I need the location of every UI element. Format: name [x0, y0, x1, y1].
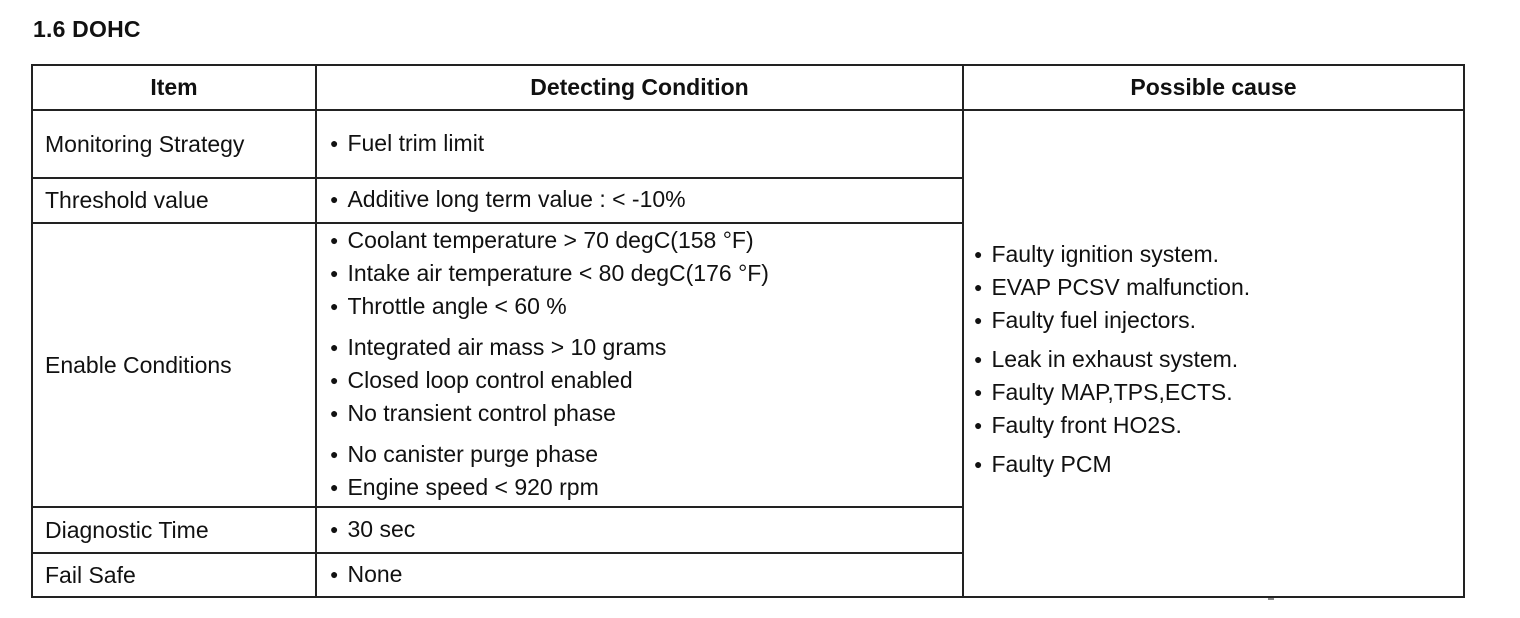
cause-bullet: ● Leak in exhaust system.: [974, 344, 1463, 377]
item-cell: Diagnostic Time: [32, 507, 316, 553]
scan-speck: [1268, 598, 1274, 600]
header-detecting-condition: Detecting Condition: [316, 65, 963, 110]
condition-bullet: ● Fuel trim limit: [330, 128, 962, 161]
condition-bullet: ● Integrated air mass > 10 grams: [330, 332, 962, 365]
condition-bullet: ● Engine speed < 920 rpm: [330, 472, 962, 505]
cause-bullet: ● Faulty PCM: [974, 449, 1463, 482]
condition-bullet: ● Throttle angle < 60 %: [330, 291, 962, 324]
condition-cell: [316, 553, 963, 597]
condition-bullet: ● 30 sec: [330, 514, 962, 547]
cause-bullet: ● Faulty front HO2S.: [974, 410, 1463, 443]
item-cell: Fail Safe: [32, 553, 316, 597]
condition-cell: [316, 178, 963, 223]
dtc-spec-table: [31, 64, 1465, 598]
item-cell: Monitoring Strategy: [32, 110, 316, 178]
possible-cause-cell: [963, 110, 1464, 597]
header-item: Item: [32, 65, 316, 110]
condition-cell: [316, 507, 963, 553]
cause-bullet: ● Faulty ignition system.: [974, 239, 1463, 272]
item-cell: Enable Conditions: [32, 223, 316, 507]
condition-bullet: ● No canister purge phase: [330, 439, 962, 472]
header-possible-cause: Possible cause: [963, 65, 1464, 110]
table-header-row: [32, 65, 1464, 110]
section-title: 1.6 DOHC: [33, 16, 141, 42]
cause-bullet: ● Faulty fuel injectors.: [974, 305, 1463, 338]
condition-group: [330, 225, 962, 324]
condition-group: [330, 439, 962, 505]
condition-bullet: ● Closed loop control enabled: [330, 365, 962, 398]
condition-bullet: ● None: [330, 559, 962, 592]
cause-bullet: ● EVAP PCSV malfunction.: [974, 272, 1463, 305]
condition-bullet: ● No transient control phase: [330, 398, 962, 431]
condition-bullet: ● Intake air temperature < 80 degC(176 °F): [330, 258, 962, 291]
condition-cell: [316, 110, 963, 178]
cause-bullet: ● Faulty MAP,TPS,ECTS.: [974, 377, 1463, 410]
item-cell: Threshold value: [32, 178, 316, 223]
condition-cell: [316, 223, 963, 507]
condition-bullet: ● Coolant temperature > 70 degC(158 °F): [330, 225, 962, 258]
possible-cause-list: [974, 239, 1463, 482]
condition-group: [330, 332, 962, 431]
row-monitoring-strategy: [32, 110, 1464, 178]
condition-bullet: ● Additive long term value : < -10%: [330, 184, 962, 217]
